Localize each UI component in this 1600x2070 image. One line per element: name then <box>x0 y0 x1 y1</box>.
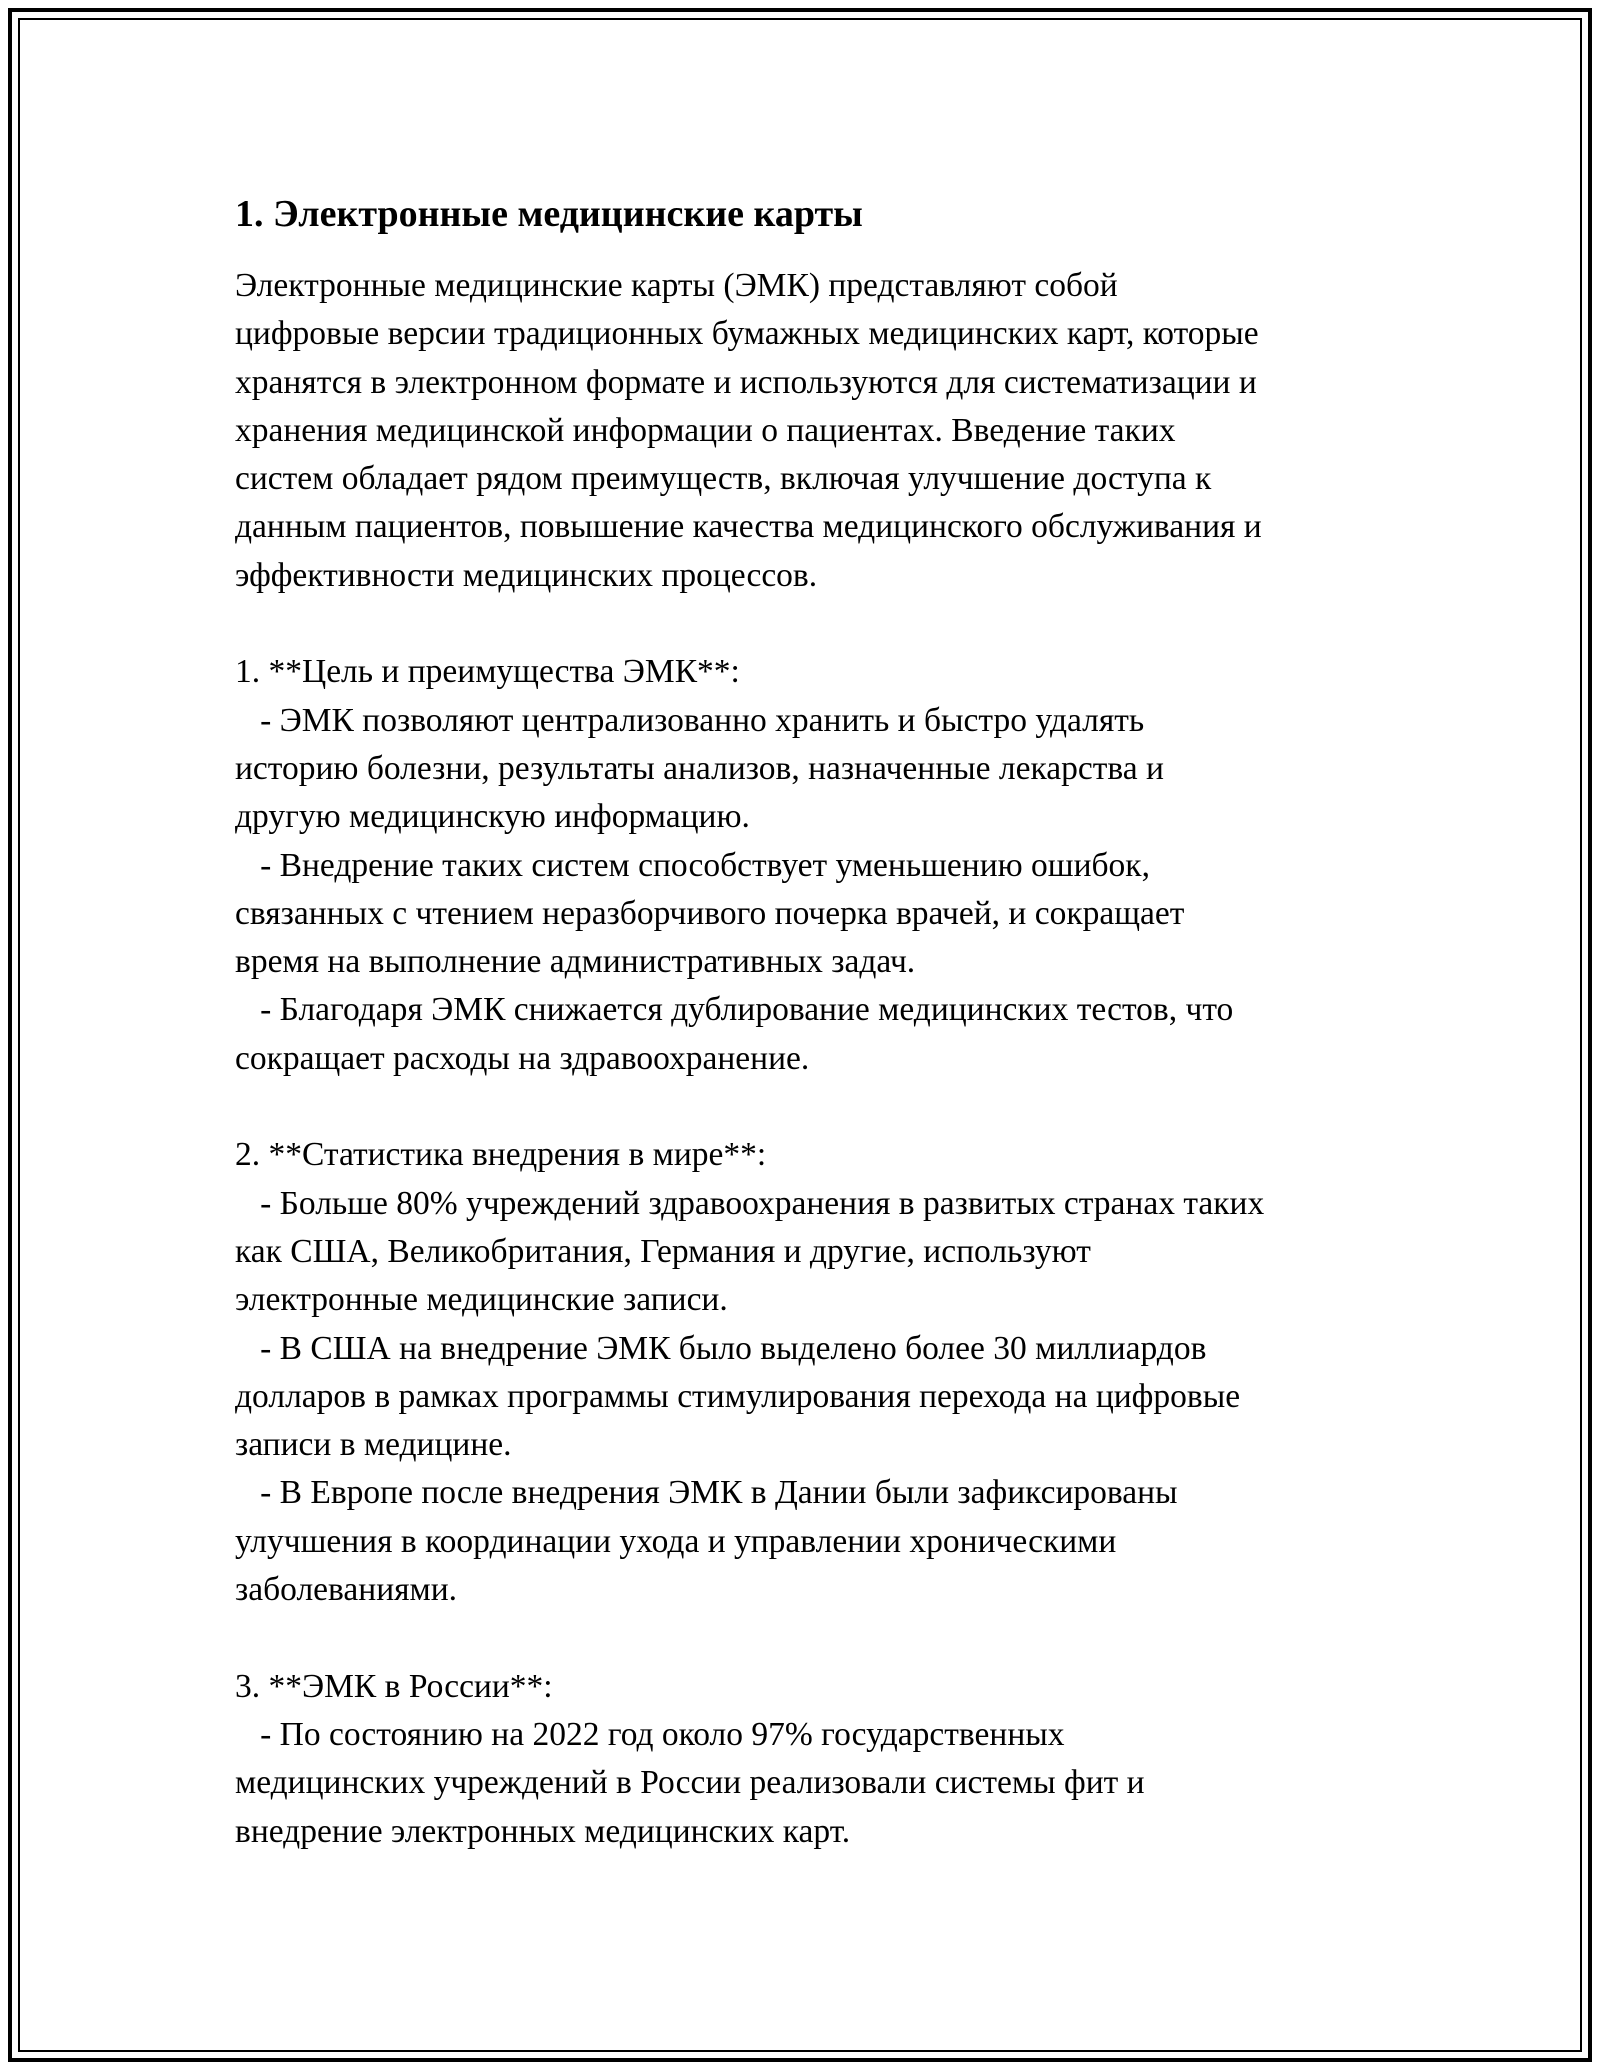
document-body: Электронные медицинские карты (ЭМК) представляют собой цифровые версии традиционных бумажных медицинских карт, которые хранятся в электронном формате и используются для систематизации и хранения медицинской информации о пациентах. Введение таких систем обладает рядом преимуществ, включая улучшение доступа к данным пациентов, повышение качества медицинского обслуживания и эффективности медицинских процессов. 1. **Цель и преимущества ЭМК**: - ЭМК позволяют централизованно хранить и быстро удалять историю болезни, результаты анализов, назначенные лекарства и другую медицинскую информацию. - Внедрение таких систем способствует уменьшению ошибок, связанных с чтением неразборчивого почерка врачей, и сокращает время на выполнение административных задач. - Благодаря ЭМК снижается дублирование медицинских тестов, что сокращает расходы на здравоохранение. 2. **Статистика внедрения в мире**: - Больше 80% учреждений здравоохранения в развитых странах таких как США, Великобритания, Германия и другие, используют электронные медицинские записи. - В США на внедрение ЭМК было выделено более 30 миллиардов долларов в рамках программы стимулирования перехода на цифровые записи в медицине. - В Европе после внедрения ЭМК в Дании были зафиксированы улучшения в координации ухода и управлении хроническими заболеваниями. 3. **ЭМК в России**: - По состоянию на 2022 год около 97% государственных медицинских учреждений в России реализовали системы фит и внедрение электронных медицинских карт. <box>235 267 1265 1850</box>
document-title: 1. Электронные медицинские карты <box>235 193 863 235</box>
document-content <box>235 186 1415 1856</box>
